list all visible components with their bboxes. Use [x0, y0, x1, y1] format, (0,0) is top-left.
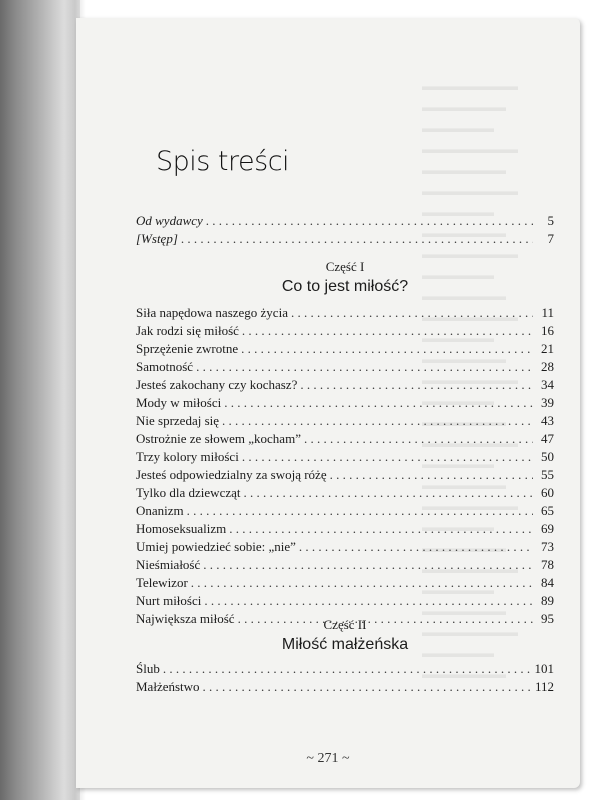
entry-title: Nurt miłości: [136, 593, 202, 608]
entry-page: 60: [541, 485, 554, 500]
dot-leader: [206, 212, 533, 230]
toc-entry: [136, 376, 554, 394]
front-matter-list: [136, 212, 554, 248]
entry-page: 16: [541, 323, 554, 338]
toc-entry: [136, 412, 554, 430]
entry-page: 101: [534, 661, 554, 676]
toc-entry: [136, 358, 554, 376]
dot-leader: [242, 322, 533, 340]
toc-entry: [136, 394, 554, 412]
dot-leader: [299, 538, 533, 556]
dot-leader: [187, 502, 533, 520]
entry-page: 7: [547, 231, 554, 246]
dot-leader: [244, 484, 534, 502]
dot-leader: [300, 376, 533, 394]
entry-title: Umiej powiedzieć sobie: „nie”: [136, 539, 296, 554]
entry-title: Onanizm: [136, 503, 184, 518]
part-1-section: [136, 258, 554, 628]
entry-page: 112: [534, 679, 554, 694]
entry-title: Tylko dla dziewcząt: [136, 485, 241, 500]
entry-title: [Wstęp]: [136, 231, 178, 246]
entry-title: Jesteś zakochany czy kochasz?: [136, 377, 298, 392]
entry-page: 55: [541, 467, 554, 482]
entry-page: 69: [541, 521, 554, 536]
toc-entry: [136, 556, 554, 574]
entry-page: 39: [541, 395, 554, 410]
dot-leader: [291, 304, 533, 322]
entry-page: 65: [541, 503, 554, 518]
toc-entry: [136, 466, 554, 484]
entry-title: Siła napędowa naszego życia: [136, 305, 288, 320]
dot-leader: [203, 556, 533, 574]
dot-leader: [241, 340, 533, 358]
dot-leader: [181, 230, 533, 248]
toc-entry: [136, 448, 554, 466]
dot-leader: [191, 574, 533, 592]
entry-title: Jesteś odpowiedzialny za swoją różę: [136, 467, 327, 482]
entry-title: Od wydawcy: [136, 213, 203, 228]
entry-title: Mody w miłości: [136, 395, 222, 410]
dot-leader: [204, 592, 533, 610]
dot-leader: [222, 412, 533, 430]
entry-title: Sprzężenie zwrotne: [136, 341, 239, 356]
book-page: [76, 18, 580, 788]
part-title: Miłość małżeńska: [281, 636, 409, 653]
toc-entry: [136, 322, 554, 340]
entry-title: Ślub: [136, 661, 160, 676]
entry-page: 50: [541, 449, 554, 464]
toc-entry: [136, 502, 554, 520]
toc-entry: [136, 678, 554, 696]
entry-page: 11: [541, 305, 554, 320]
toc-entry: [136, 212, 554, 230]
entry-title: Nieśmiałość: [136, 557, 201, 572]
toc-heading: Spis treści: [156, 146, 290, 177]
entry-page: 34: [541, 377, 554, 392]
dot-leader: [196, 358, 533, 376]
dot-leader: [163, 660, 532, 678]
toc-entry: [136, 484, 554, 502]
entry-page: 84: [541, 575, 554, 590]
entry-page: 95: [541, 611, 554, 626]
entry-title: Homoseksualizm: [136, 521, 227, 536]
entry-page: 47: [541, 431, 554, 446]
entry-title: Największa miłość: [136, 611, 235, 626]
entry-page: 5: [547, 213, 554, 228]
entry-page: 89: [541, 593, 554, 608]
dot-leader: [203, 678, 532, 696]
toc-entry: [136, 574, 554, 592]
toc-entry: [136, 304, 554, 322]
entry-title: Samotność: [136, 359, 194, 374]
part-number: Część II: [323, 617, 367, 632]
dot-leader: [242, 448, 533, 466]
toc-entry: [136, 660, 554, 678]
toc-entry: [136, 230, 554, 248]
dot-leader: [224, 394, 533, 412]
entry-title: Trzy kolory miłości: [136, 449, 239, 464]
dot-leader: [229, 520, 533, 538]
show-through-text: ▬▬▬▬▬▬▬▬ ▬▬▬▬▬▬▬ ▬▬▬▬▬▬ ▬▬▬▬▬▬▬▬ ▬▬▬▬▬▬▬ ▬▬▬▬▬▬▬▬ ▬▬▬▬▬▬ ▬▬▬▬▬▬▬ ▬▬▬▬▬▬▬▬ ▬▬▬▬▬▬ ▬▬▬▬▬▬▬ ▬▬▬▬▬▬▬▬ ▬▬▬▬▬▬ ▬▬▬▬▬▬▬ ▬▬▬▬▬▬▬▬ ▬▬▬▬▬▬ ▬▬▬▬▬▬▬ ▬▬▬▬▬▬▬▬ ▬▬▬▬▬▬ ▬▬▬▬▬▬▬ ▬▬▬▬▬▬▬▬ ▬▬▬▬▬▬ ▬▬▬▬▬▬▬ ▬▬▬▬▬▬▬▬ ▬▬▬▬▬▬ ▬▬▬▬▬▬▬ ▬▬▬▬▬▬▬▬ ▬▬▬▬▬▬ ▬▬▬▬▬▬▬: [422, 79, 518, 681]
dot-leader: [304, 430, 533, 448]
entry-page: 43: [541, 413, 554, 428]
entry-title: Nie sprzedaj się: [136, 413, 220, 428]
part-number: Część I: [325, 259, 365, 274]
entry-page: 73: [541, 539, 554, 554]
toc-entry: [136, 340, 554, 358]
toc-entry: [136, 520, 554, 538]
entry-page: 21: [541, 341, 554, 356]
dot-leader: [330, 466, 533, 484]
toc-entry: [136, 592, 554, 610]
part-2-section: [136, 616, 554, 696]
page-number: ~ 271 ~: [306, 751, 350, 766]
part-title: Co to jest miłość?: [281, 278, 409, 295]
entry-title: Małżeństwo: [136, 679, 200, 694]
toc-entry: [136, 538, 554, 556]
entry-title: Ostrożnie ze słowem „kocham”: [136, 431, 301, 446]
entry-page: 28: [541, 359, 554, 374]
toc-entry: [136, 430, 554, 448]
entry-title: Jak rodzi się miłość: [136, 323, 239, 338]
entry-title: Telewizor: [136, 575, 188, 590]
entry-page: 78: [541, 557, 554, 572]
